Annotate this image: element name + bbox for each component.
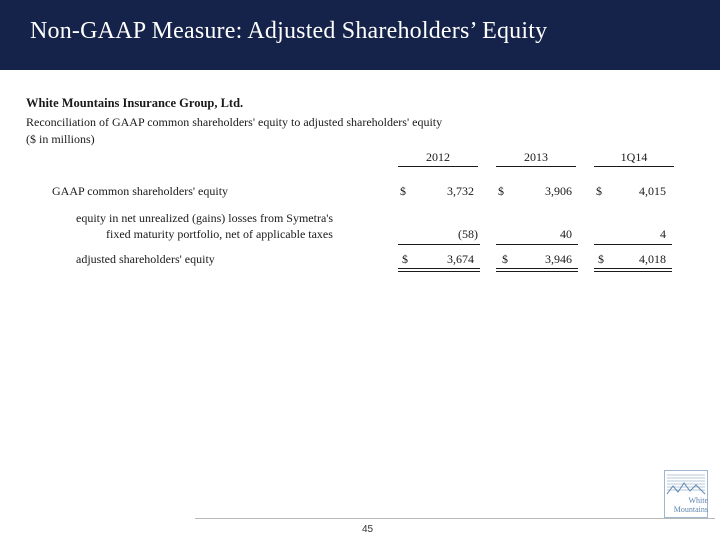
total-double-rule xyxy=(398,268,480,272)
currency-symbol: $ xyxy=(498,184,504,198)
cell-gaap-2012: 3,732 xyxy=(447,184,474,198)
footer-divider xyxy=(195,518,715,519)
column-header-2012: 2012 xyxy=(398,150,478,167)
report-subtitle: Reconciliation of GAAP common shareholders' equity to adjusted shareholders' equity xyxy=(26,115,443,129)
logo-wordmark xyxy=(664,496,708,514)
cell-adjusted-2013: 3,946 xyxy=(545,252,572,266)
row-label-unrealized-line2: fixed maturity portfolio, net of applicable taxes xyxy=(106,227,333,241)
subtotal-rule xyxy=(594,244,672,245)
subtotal-rule xyxy=(496,244,578,245)
cell-adjusted-2012: 3,674 xyxy=(447,252,474,266)
logo-line2: Mountains xyxy=(673,505,708,514)
row-label-unrealized-line1: equity in net unrealized (gains) losses from Symetra's xyxy=(76,211,334,225)
currency-symbol: $ xyxy=(400,184,406,198)
currency-symbol: $ xyxy=(402,252,408,266)
currency-symbol: $ xyxy=(598,252,604,266)
total-double-rule xyxy=(594,268,672,272)
row-label-gaap-equity: GAAP common shareholders' equity xyxy=(52,184,229,198)
title-bar xyxy=(0,0,720,70)
page-number: 45 xyxy=(362,524,374,535)
currency-symbol: $ xyxy=(502,252,508,266)
total-double-rule xyxy=(496,268,578,272)
cell-gaap-2013: 3,906 xyxy=(545,184,572,198)
cell-adjusted-1q14: 4,018 xyxy=(639,252,666,266)
cell-unrealized-2012: (58) xyxy=(458,227,478,241)
row-label-adjusted-equity: adjusted shareholders' equity xyxy=(76,252,215,266)
subtotal-rule xyxy=(398,244,480,245)
column-header-2013: 2013 xyxy=(496,150,576,167)
cell-unrealized-2013: 40 xyxy=(560,227,572,241)
currency-symbol: $ xyxy=(596,184,602,198)
logo-line1: White xyxy=(688,496,708,505)
units-note: ($ in millions) xyxy=(26,132,95,146)
company-name: White Mountains Insurance Group, Ltd. xyxy=(26,96,244,110)
cell-unrealized-1q14: 4 xyxy=(660,227,666,241)
column-header-1q14: 1Q14 xyxy=(594,150,674,167)
cell-gaap-1q14: 4,015 xyxy=(639,184,666,198)
slide-title: Non-GAAP Measure: Adjusted Shareholders’ Equity xyxy=(30,18,548,44)
